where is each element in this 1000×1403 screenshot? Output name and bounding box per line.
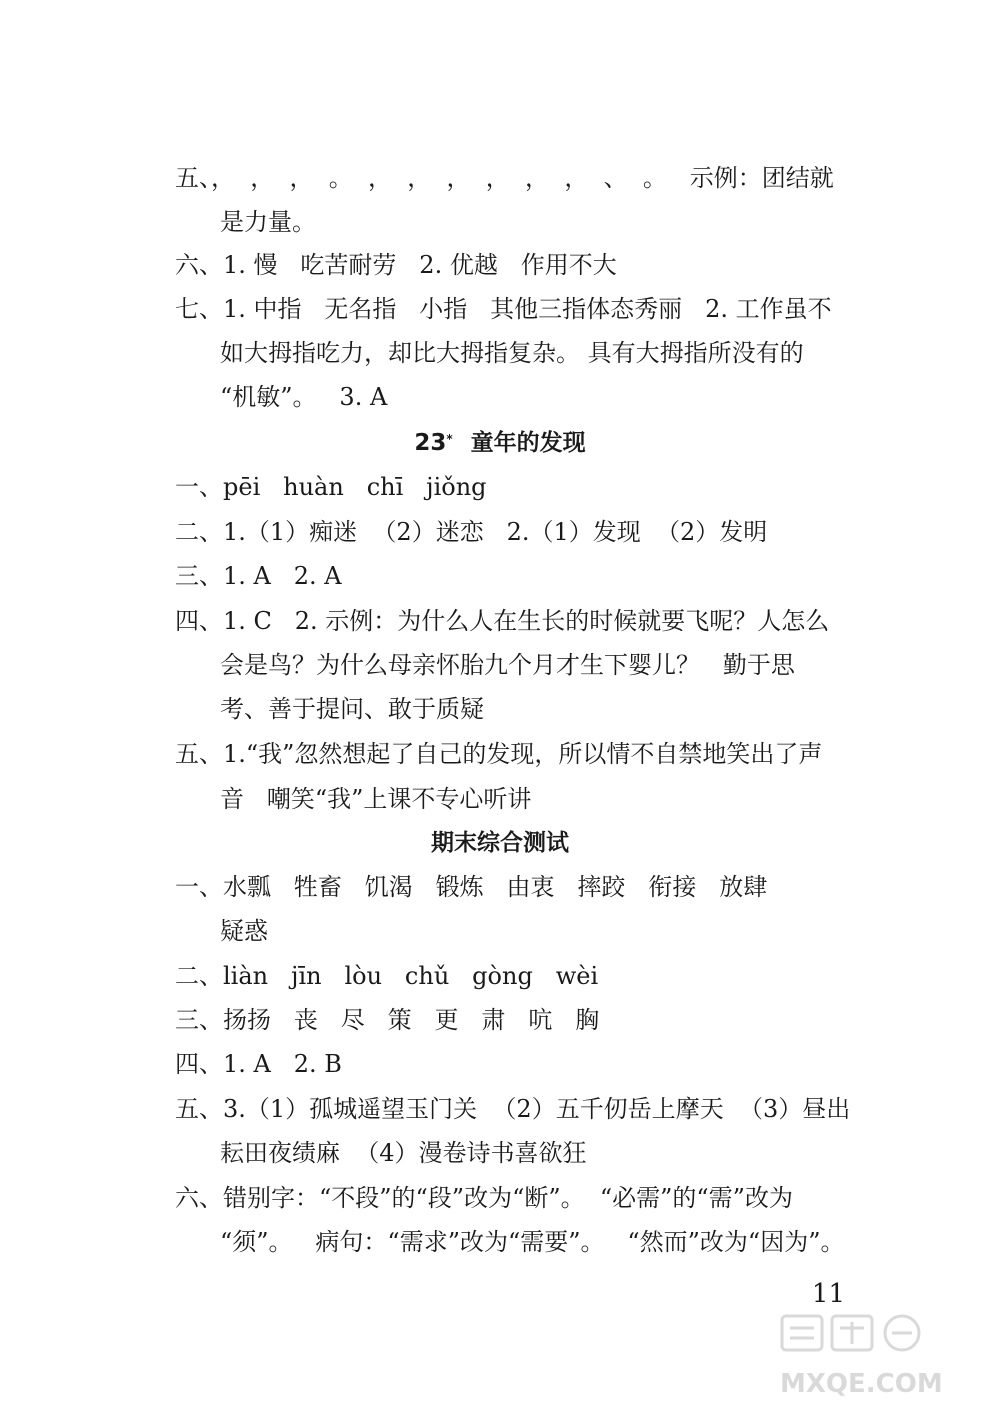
final-answer-6-continued: “须”。 病句：“需求”改为“需要”。 “然而”改为“因为”。 [220, 1228, 845, 1256]
final-answer-1-continued: 疑惑 [220, 917, 268, 945]
answer-line-7-continued-1: 如大拇指吃力，却比大拇指复杂。 具有大拇指所没有的 [220, 339, 804, 367]
page-number: 11 [811, 1279, 845, 1309]
final-answer-5: 五、3.（1）孤城遥望玉门关 （2）五千仞岳上摩天 （3）昼出 [175, 1095, 851, 1123]
answer-line-7: 七、1. 中指 无名指 小指 其他三指体态秀丽 2. 工作虽不 [175, 295, 832, 323]
final-answer-3: 三、扬扬 丧 尽 策 更 肃 吭 胸 [175, 1006, 600, 1034]
lesson-answer-2: 二、1.（1）痴迷 （2）迷恋 2.（1）发现 （2）发明 [175, 518, 768, 546]
answer-line-5-continued: 是力量。 [220, 208, 316, 236]
watermark-site-text: MXQE.COM [780, 1369, 943, 1399]
watermark-logo [770, 1310, 990, 1400]
answer-line-5-punctuation: 五、， ， ， 。 ， ， ， ， ， ， 、 。 示例：团结就 [175, 164, 834, 192]
lesson-title: 童年的发现 [470, 430, 586, 456]
final-answer-1: 一、水瓢 牲畜 饥渴 锻炼 由衷 摔跤 衔接 放肆 [175, 873, 768, 901]
final-test-heading: 期末综合测试 [431, 830, 569, 856]
lesson-heading [0, 423, 1000, 463]
lesson-answer-4-continued-1: 会是鸟？为什么母亲怀胎九个月才生下婴儿？ 勤于思 [220, 651, 795, 679]
final-answer-5-continued: 耘田夜绩麻 （4）漫卷诗书喜欲狂 [220, 1139, 587, 1167]
lesson-mark: * [446, 432, 453, 446]
lesson-answer-1-pinyin: 一、pēi huàn chī jiǒng [175, 473, 487, 501]
final-answer-2-pinyin: 二、liàn jīn lòu chǔ gòng wèi [175, 962, 599, 990]
final-answer-4: 四、1. A 2. B [175, 1050, 342, 1078]
lesson-answer-5: 五、1.“我”忽然想起了自己的发现，所以情不自禁地笑出了声 [175, 740, 823, 768]
lesson-answer-4-continued-2: 考、善于提问、敢于质疑 [220, 695, 484, 723]
answer-line-6: 六、1. 慢 吃苦耐劳 2. 优越 作用不大 [175, 251, 617, 279]
lesson-answer-4: 四、1. C 2. 示例：为什么人在生长的时候就要飞呢？人怎么 [175, 607, 830, 635]
answer-line-7-continued-2: “机敏”。 3. A [220, 383, 388, 411]
lesson-answer-3: 三、1. A 2. A [175, 562, 342, 590]
lesson-number: 23 [414, 430, 447, 456]
final-answer-6: 六、错别字：“不段”的“段”改为“断”。 “必需”的“需”改为 [175, 1184, 793, 1212]
lesson-answer-5-continued: 音 嘲笑“我”上课不专心听讲 [220, 785, 532, 813]
